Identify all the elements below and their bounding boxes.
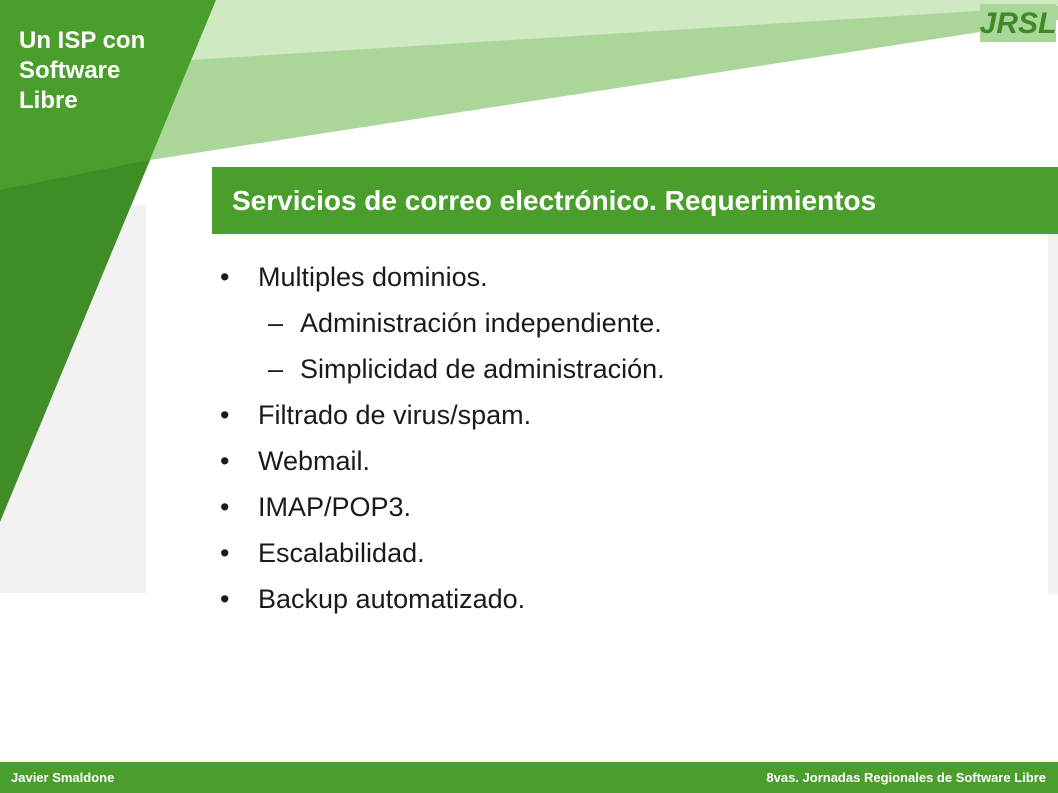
slide-title: Servicios de correo electrónico. Requerimientos bbox=[232, 185, 877, 216]
bullet-marker: • bbox=[220, 262, 230, 292]
bullet-list bbox=[220, 254, 1040, 622]
presentation-title-line: Software bbox=[19, 57, 121, 84]
bullet-item bbox=[220, 530, 1040, 576]
bullet-marker: • bbox=[220, 400, 230, 430]
bullet-text: Webmail. bbox=[258, 446, 371, 476]
bullet-marker: • bbox=[220, 492, 230, 522]
sub-bullet-item bbox=[220, 346, 1040, 392]
bullet-item bbox=[220, 392, 1040, 438]
bullet-marker: • bbox=[220, 446, 230, 476]
sub-bullet-text: Administración independiente. bbox=[300, 308, 662, 338]
bullet-item bbox=[220, 484, 1040, 530]
bullet-item bbox=[220, 438, 1040, 484]
bullet-text: Escalabilidad. bbox=[258, 538, 425, 568]
sub-bullet-item bbox=[220, 300, 1040, 346]
bullet-item bbox=[220, 254, 1040, 300]
bullet-marker: • bbox=[220, 538, 230, 568]
bullet-text: IMAP/POP3. bbox=[258, 492, 412, 522]
bullet-item bbox=[220, 576, 1040, 622]
sub-bullet-text: Simplicidad de administración. bbox=[300, 354, 665, 384]
footer-author: Javier Smaldone bbox=[11, 770, 115, 785]
right-gray-panel bbox=[1048, 234, 1058, 594]
jrsl-logo bbox=[980, 4, 1056, 42]
svg-text:JRSL: JRSL bbox=[980, 7, 1056, 40]
footer-event: 8vas. Jornadas Regionales de Software Libre bbox=[766, 770, 1046, 785]
presentation-title bbox=[19, 26, 189, 116]
slide-title-bar bbox=[212, 167, 1058, 234]
dash-marker: – bbox=[268, 354, 284, 384]
bullet-text: Filtrado de virus/spam. bbox=[258, 400, 532, 430]
presentation-title-line: Un ISP con bbox=[19, 27, 146, 54]
bullet-text: Backup automatizado. bbox=[258, 584, 526, 614]
dash-marker: – bbox=[268, 308, 284, 338]
bullet-marker: • bbox=[220, 584, 230, 614]
bullet-text: Multiples dominios. bbox=[258, 262, 488, 292]
footer-bar bbox=[0, 762, 1058, 793]
presentation-title-line: Libre bbox=[19, 87, 78, 114]
